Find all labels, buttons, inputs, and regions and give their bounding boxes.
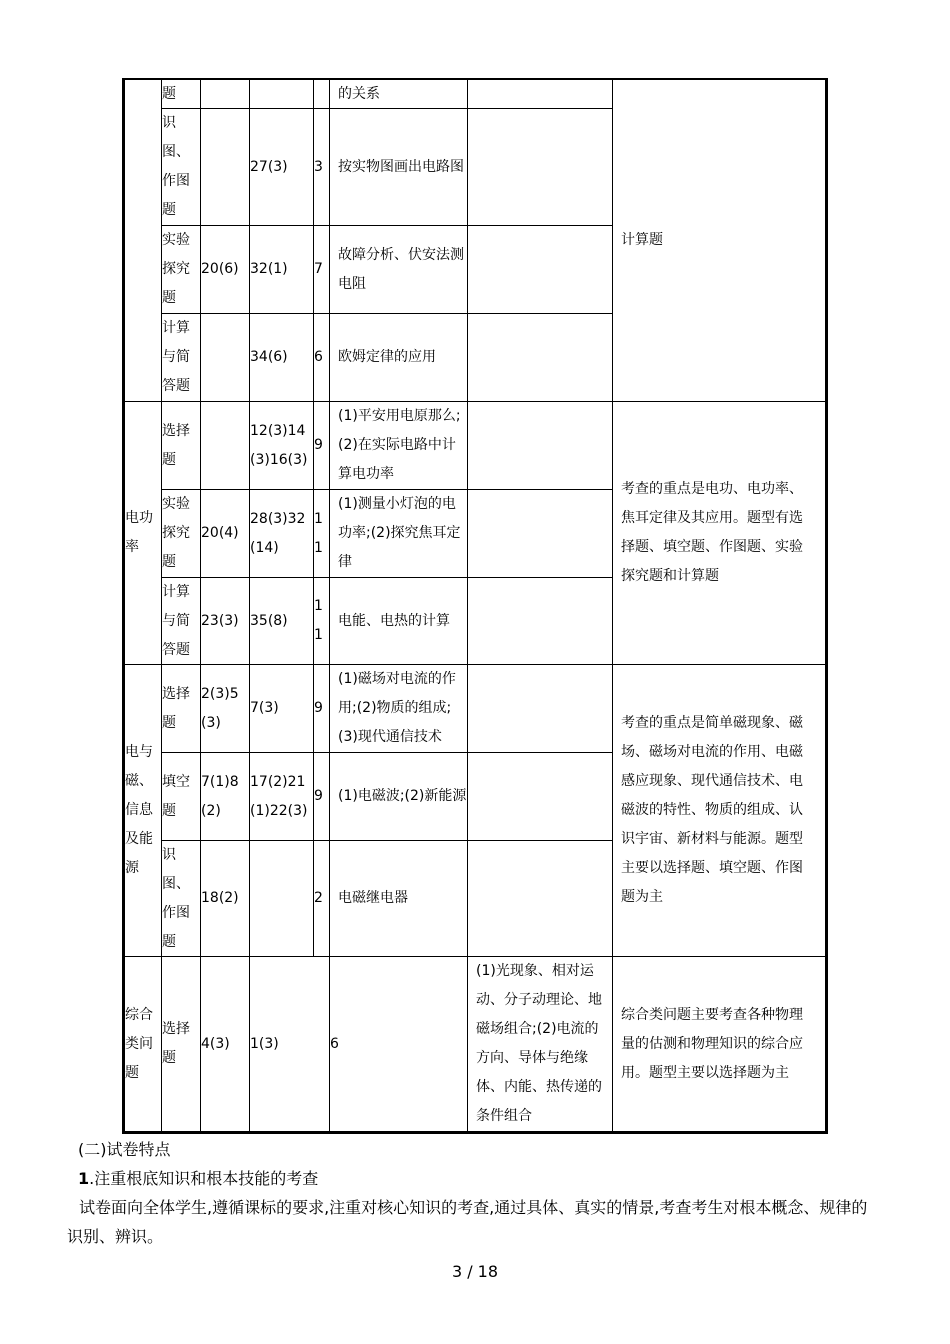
year2-cell: 27(3) xyxy=(250,158,288,175)
year2-cell: 17(2)21(1)22(3) xyxy=(250,773,308,819)
type-cell: 选择题 xyxy=(162,422,190,468)
score-cell: 11 xyxy=(314,598,323,643)
topic-cell: 综合类问题 xyxy=(125,1006,153,1081)
note-cell: 综合类问题主要考查各种物理量的估测和物理知识的综合应用。题型主要以选择题为主 xyxy=(621,1006,803,1081)
page-number: 3 / 18 xyxy=(451,1262,499,1281)
type-cell: 选择题 xyxy=(162,685,190,731)
year1-cell: 20(6) xyxy=(201,261,239,277)
content-cell: 电能、电热的计算 xyxy=(338,612,450,629)
year2-cell: 1(3) xyxy=(250,1035,279,1052)
type-cell: 实验探究题 xyxy=(162,496,190,570)
year1-cell: 7(1)8(2) xyxy=(201,773,239,819)
year2-cell: 28(3)32(14) xyxy=(250,510,306,556)
note-cell: 考查的重点是电功、电功率、焦耳定律及其应用。题型有选择题、填空题、作图题、实验探究题和计算题 xyxy=(621,481,803,584)
year2-cell: 7(3) xyxy=(250,700,279,716)
score-cell: 3 xyxy=(314,158,323,175)
score-cell: 9 xyxy=(314,437,323,453)
content-cell: (1)测量小灯泡的电功率;(2)探究焦耳定律 xyxy=(338,496,461,570)
score-cell: 11 xyxy=(314,510,323,556)
score-cell: 6 xyxy=(330,1035,339,1052)
year1-cell: 20(4) xyxy=(201,525,239,541)
year1-cell: 23(3) xyxy=(201,612,239,629)
type-cell: 识图、作图题 xyxy=(162,846,190,950)
content-cell: 欧姆定律的应用 xyxy=(338,349,436,365)
note-cell: 计算题 xyxy=(621,232,663,248)
content-cell: (1)磁场对电流的作用;(2)物质的组成;(3)现代通信技术 xyxy=(338,671,456,745)
subsection-title xyxy=(78,1164,318,1193)
topic-cell: 电功率 xyxy=(125,510,153,555)
year2-cell: 34(6) xyxy=(250,349,288,365)
score-cell: 6 xyxy=(314,349,323,365)
content-cell: 的关系 xyxy=(338,85,380,102)
type-cell: 计算与简答题 xyxy=(162,320,190,394)
subsection-text: .注重根底知识和根本技能的考查 xyxy=(89,1169,319,1188)
type-cell: 题 xyxy=(162,85,176,102)
subsection-number: 1 xyxy=(78,1169,90,1188)
topic-cell: 电与磁、信息及能源 xyxy=(125,744,153,876)
content-cell: 按实物图画出电路图 xyxy=(338,158,464,175)
section-heading: (二)试卷特点 xyxy=(78,1140,171,1159)
year2-cell: 32(1) xyxy=(250,261,288,277)
content-cell: 电磁继电器 xyxy=(338,890,408,906)
content-cell: 故障分析、伏安法测电阻 xyxy=(338,246,464,292)
body-paragraph: 试卷面向全体学生,遵循课标的要求,注重对核心知识的考查,通过具体、真实的情景,考查考生对根本概念、规律的识别、辨识。 xyxy=(67,1198,868,1246)
year1-cell: 2(3)5(3) xyxy=(201,685,239,731)
score-cell: 7 xyxy=(314,261,323,277)
score-cell: 2 xyxy=(314,890,323,906)
content-cell: (1)平安用电原那么;(2)在实际电路中计算电功率 xyxy=(338,408,461,482)
score-cell: 9 xyxy=(314,788,323,804)
type-cell: 填空题 xyxy=(162,773,190,819)
year2-cell: 35(8) xyxy=(250,612,288,629)
type-cell: 识图、作图题 xyxy=(162,115,190,218)
content-cell: (1)光现象、相对运动、分子动理论、地磁场组合;(2)电流的方向、导体与绝缘体、内能、热传递的条件组合 xyxy=(476,963,602,1124)
year2-cell: 12(3)14(3)16(3) xyxy=(250,422,308,468)
type-cell: 计算与简答题 xyxy=(162,583,190,658)
type-cell: 选择题 xyxy=(162,1021,190,1066)
type-cell: 实验探究题 xyxy=(162,232,190,306)
score-cell: 9 xyxy=(314,700,323,716)
note-cell: 考查的重点是简单磁现象、磁场、磁场对电流的作用、电磁感应现象、现代通信技术、电磁波的特性、物质的组成、认识宇宙、新材料与能源。题型主要以选择题、填空题、作图题为主 xyxy=(621,715,803,905)
year1-cell: 4(3) xyxy=(201,1035,230,1052)
year1-cell: 18(2) xyxy=(201,890,239,906)
content-cell: (1)电磁波;(2)新能源 xyxy=(338,788,467,804)
